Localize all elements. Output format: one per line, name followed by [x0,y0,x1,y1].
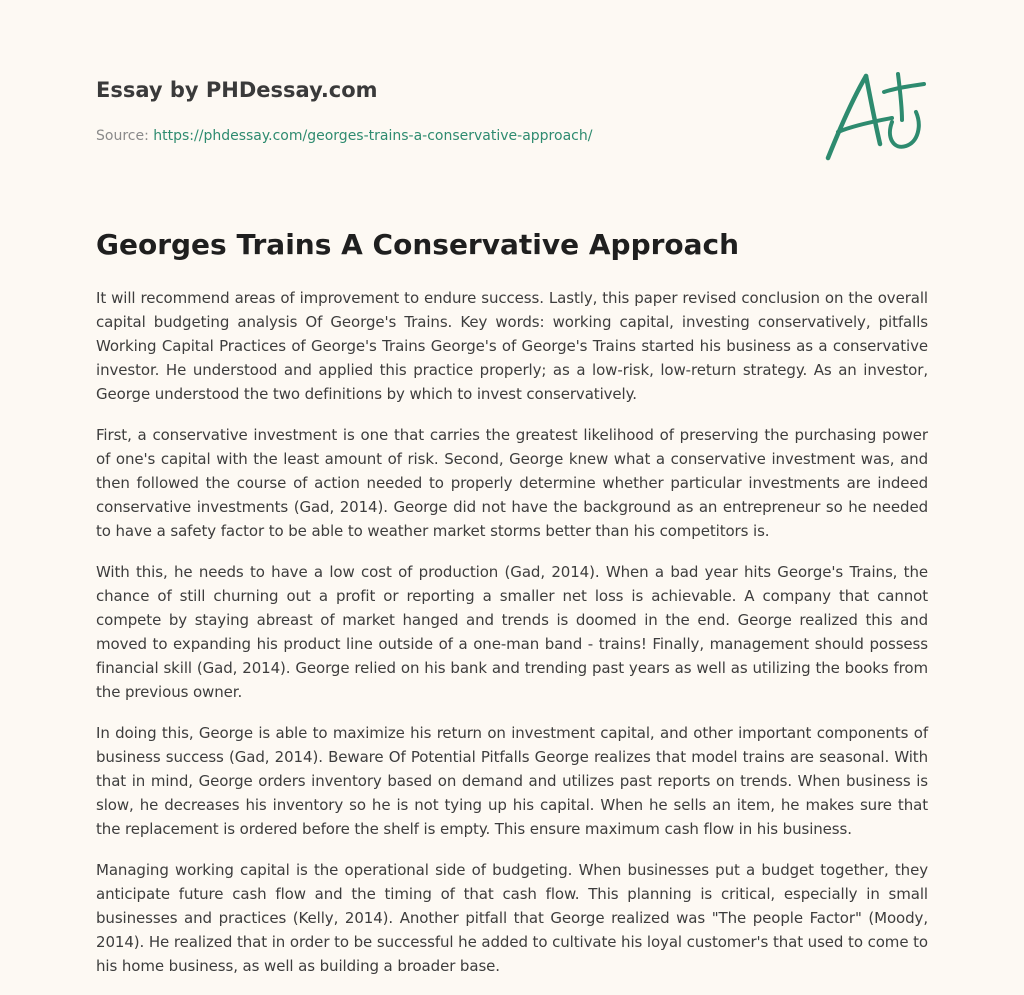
source-link[interactable]: https://phdessay.com/georges-trains-a-conservative-approach/ [153,128,593,144]
essay-title: Georges Trains A Conservative Approach [96,228,740,261]
essay-header [96,76,696,146]
essay-body [96,286,928,995]
a-plus-logo-icon [818,66,930,166]
essay-paragraph: It will recommend areas of improvement to endure success. Lastly, this paper revised conclusion on the overall capital budgeting analysis Of George's Trains. Key words: working capital, investing conservatively, pitfalls Working Capital Practices of George's Trains George's of George's Trains started his business as a conservative investor. He understood and applied this practice properly; as a low-risk, low-return strategy. As an investor, George understood the two definitions by which to invest conservatively. [96,289,928,403]
site-title: Essay by PHDessay.com [96,78,378,102]
source-line [96,126,696,146]
source-label: Source: [96,128,154,144]
essay-paragraph: In doing this, George is able to maximize his return on investment capital, and other important components of business success (Gad, 2014). Beware Of Potential Pitfalls George realizes that model trains are seasonal. With that in mind, George orders inventory based on demand and utilizes past reports on trends. When business is slow, he decreases his inventory so he is not tying up his capital. When he sells an item, he makes sure that the replacement is ordered before the shelf is empty. This ensure maximum cash flow in his business. [96,724,928,838]
essay-paragraph: First, a conservative investment is one that carries the greatest likelihood of preserving the purchasing power of one's capital with the least amount of risk. Second, George knew what a conservative investment was, and then followed the course of action needed to properly determine whether particular investments are indeed conservative investments (Gad, 2014). George did not have the background as an entrepreneur so he needed to have a safety factor to be able to weather market storms better than his competitors is. [96,426,928,540]
essay-paragraph: Managing working capital is the operational side of budgeting. When businesses put a budget together, they anticipate future cash flow and the timing of that cash flow. This planning is critical, especially in small businesses and practices (Kelly, 2014). Another pitfall that George realized was "The people Factor" (Moody, 2014). He realized that in order to be successful he added to cultivate his loyal customer's that used to come to his home business, as well as building a broader base. [96,861,928,975]
essay-paragraph: With this, he needs to have a low cost of production (Gad, 2014). When a bad year hits George's Trains, the chance of still churning out a profit or reporting a smaller net loss is achievable. A company that cannot compete by staying abreast of market hanged and trends is doomed in the end. George realized this and moved to expanding his product line outside of a one-man band - trains! Finally, management should possess financial skill (Gad, 2014). George relied on his bank and trending past years as well as utilizing the books from the previous owner. [96,563,928,701]
